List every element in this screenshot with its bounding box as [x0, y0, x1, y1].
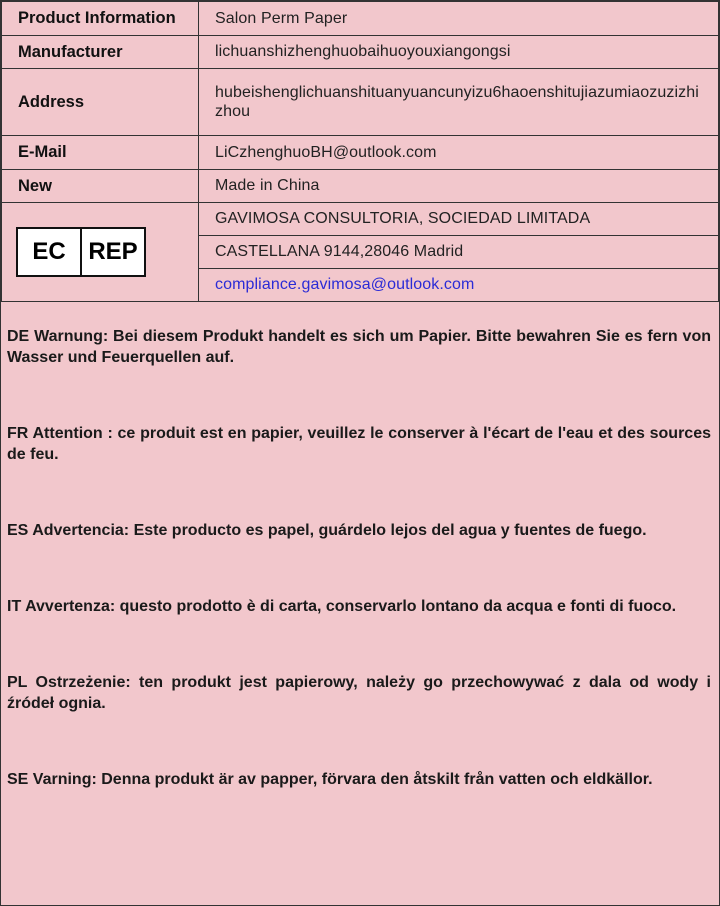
ec-rep-company: GAVIMOSA CONSULTORIA, SOCIEDAD LIMITADA: [199, 203, 719, 236]
ec-rep-address: CASTELLANA 9144,28046 Madrid: [199, 236, 719, 269]
new-label: New: [2, 170, 199, 203]
warning-it: IT Avvertenza: questo prodotto è di carta, conservarlo lontano da acqua e fonti di fuoco.: [7, 598, 677, 615]
address-value: hubeishenglichuanshituanyuancunyizu6haoenshitujiazumiaozuzizhizhou: [199, 69, 719, 136]
warning-fr: FR Attention : ce produit est en papier, veuillez le conserver à l'écart de l'eau et des sources de feu.: [7, 425, 711, 463]
row-product: [2, 2, 719, 36]
warning-es: ES Advertencia: Este producto es papel, guárdelo lejos del agua y fuentes de fuego.: [7, 522, 647, 539]
warning-de: DE Warnung: Bei diesem Produkt handelt es sich um Papier. Bitte bewahren Sie es fern von Wasser und Feuerquellen auf.: [7, 328, 711, 366]
email-label: E-Mail: [2, 136, 199, 170]
ec-rep-email-link[interactable]: compliance.gavimosa@outlook.com: [215, 276, 475, 293]
ec-rep-email-cell: [199, 269, 719, 302]
row-ec-company: [2, 203, 719, 236]
rep-text: REP: [80, 229, 144, 275]
warnings-section: [1, 302, 719, 790]
product-info-table: [1, 1, 719, 302]
product-info-label: Product Information: [2, 2, 199, 36]
row-new: [2, 170, 719, 203]
address-label: Address: [2, 69, 199, 136]
email-value: LiCzhenghuoBH@outlook.com: [199, 136, 719, 170]
row-email: [2, 136, 719, 170]
row-address: [2, 69, 719, 136]
manufacturer-value: lichuanshizhenghuobaihuoyouxiangongsi: [199, 36, 719, 69]
product-name: Salon Perm Paper: [199, 2, 719, 36]
ec-rep-cell: [2, 203, 199, 302]
row-manufacturer: [2, 36, 719, 69]
ec-rep-symbol: [16, 227, 146, 277]
ec-text: EC: [32, 238, 66, 265]
warning-pl: PL Ostrzeżenie: ten produkt jest papierowy, należy go przechowywać z dala od wody i źródeł ognia.: [7, 674, 711, 712]
warning-se: SE Varning: Denna produkt är av papper, förvara den åtskilt från vatten och eldkällor.: [7, 771, 653, 788]
origin-value: Made in China: [199, 170, 719, 203]
manufacturer-label: Manufacturer: [2, 36, 199, 69]
